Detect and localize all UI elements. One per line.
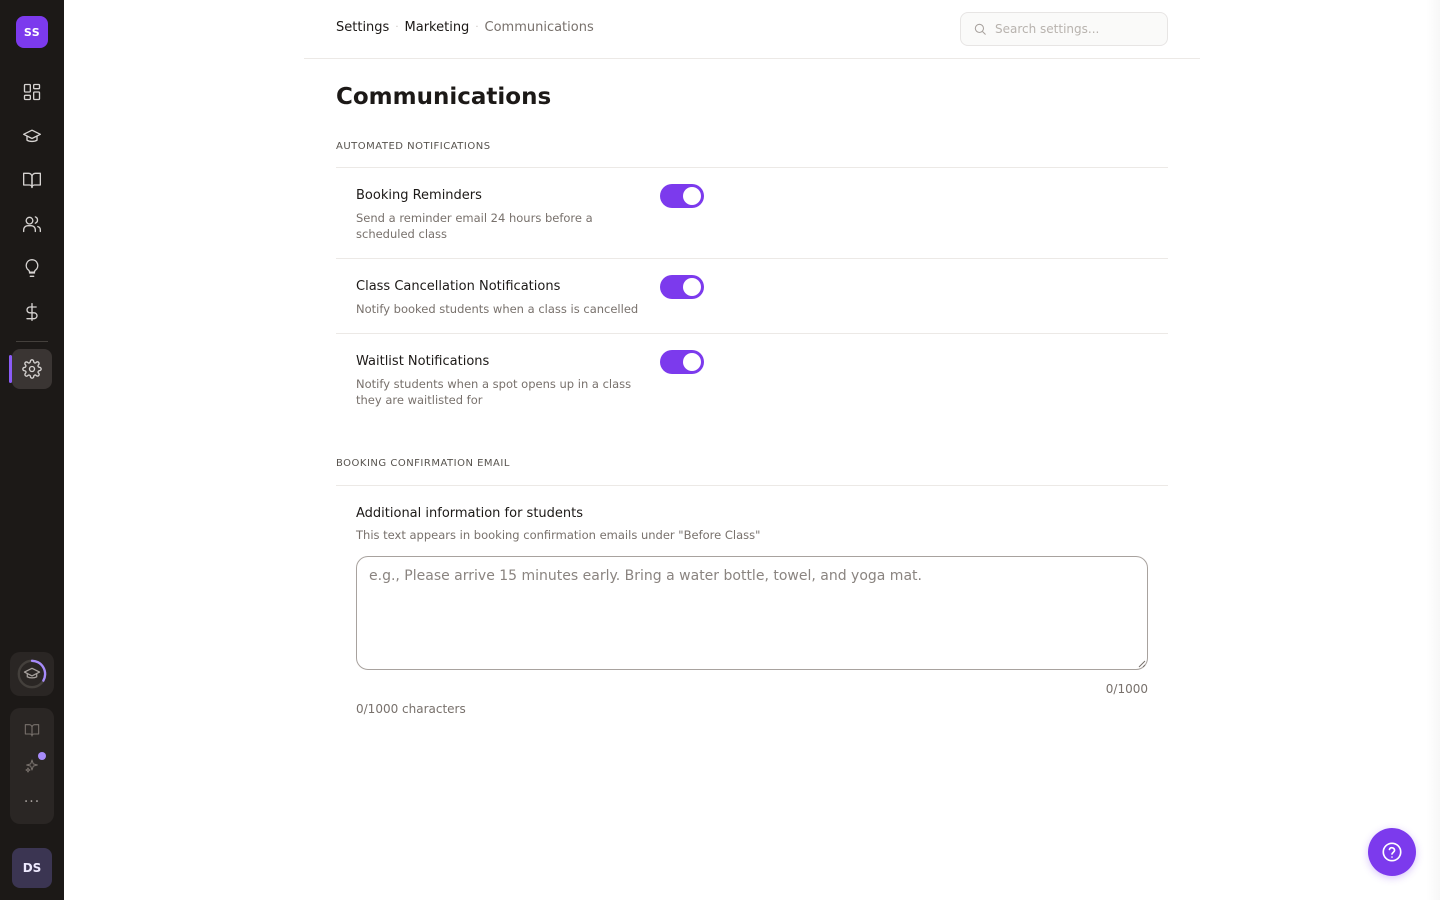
sparkles-icon [24,758,40,774]
page-title: Communications [336,84,552,110]
setting-title-waitlist: Waitlist Notifications [356,354,490,369]
progress-ring-icon [15,657,49,691]
book-open-icon [24,722,40,738]
dashboard-icon [22,82,42,102]
more-horizontal-icon: ··· [23,794,41,810]
graduation-cap-icon [22,126,42,146]
sidebar-item-students[interactable] [12,204,52,244]
sidebar-item-courses[interactable] [12,160,52,200]
breadcrumb-separator: · [395,22,399,33]
resize-handle-icon[interactable] [1136,658,1146,668]
lightbulb-icon [22,258,42,278]
breadcrumb-settings[interactable]: Settings [336,20,390,35]
setting-desc-booking-reminders: Send a reminder email 24 hours before a scheduled class [356,211,593,241]
settings-search[interactable] [960,12,1168,46]
dollar-icon [22,302,42,322]
workspace-avatar[interactable]: SS [16,16,48,48]
notification-badge [38,752,46,760]
scroll-edge-shadow [1426,0,1440,900]
gear-icon [22,359,42,379]
breadcrumb-communications: Communications [484,20,594,35]
toggle-knob [683,187,701,205]
setting-title-booking-reminders: Booking Reminders [356,188,482,203]
toggle-knob [683,353,701,371]
sidebar-item-classes[interactable] [12,116,52,156]
char-counter: 0/1000 [1105,682,1148,696]
toggle-waitlist[interactable] [660,350,704,374]
sidebar-tools [10,708,54,824]
sidebar [0,0,64,900]
section-label-booking-confirmation: BOOKING CONFIRMATION EMAIL [336,458,510,469]
toggle-knob [683,278,701,296]
help-button[interactable] [1368,828,1416,876]
sidebar-tool-more[interactable] [22,792,42,812]
toggle-class-cancellation[interactable] [660,275,704,299]
onboarding-progress[interactable] [10,652,54,696]
toggle-booking-reminders[interactable] [660,184,704,208]
search-input[interactable] [995,22,1155,36]
divider [336,333,1168,334]
search-icon [973,22,987,36]
help-circle-icon [1381,841,1403,863]
setting-desc-class-cancellation: Notify booked students when a class is cancelled [356,302,639,316]
section-label-automated: AUTOMATED NOTIFICATIONS [336,141,491,152]
field-title-additional-info: Additional information for students [356,506,584,521]
divider [336,167,1168,168]
sidebar-tool-guide[interactable] [22,720,42,740]
divider [336,485,1168,486]
sidebar-item-dashboard[interactable] [12,72,52,112]
breadcrumb [336,20,594,35]
sidebar-divider [16,341,48,342]
setting-desc-waitlist: Notify students when a spot opens up in a class they are waitlisted for [356,377,632,407]
sidebar-item-settings[interactable] [12,349,52,389]
breadcrumb-marketing[interactable]: Marketing [404,20,470,35]
users-icon [22,214,42,234]
sidebar-item-payments[interactable] [12,292,52,332]
sidebar-item-insights[interactable] [12,248,52,288]
book-open-icon [22,170,42,190]
setting-title-class-cancellation: Class Cancellation Notifications [356,279,561,294]
field-desc-additional-info: This text appears in booking confirmation emails under "Before Class" [356,528,761,542]
account-avatar[interactable]: DS [12,848,52,888]
char-counter-text: 0/1000 characters [356,702,466,716]
additional-info-textarea[interactable] [356,556,1148,670]
divider [336,258,1168,259]
header [304,0,1200,59]
breadcrumb-separator: · [475,22,479,33]
